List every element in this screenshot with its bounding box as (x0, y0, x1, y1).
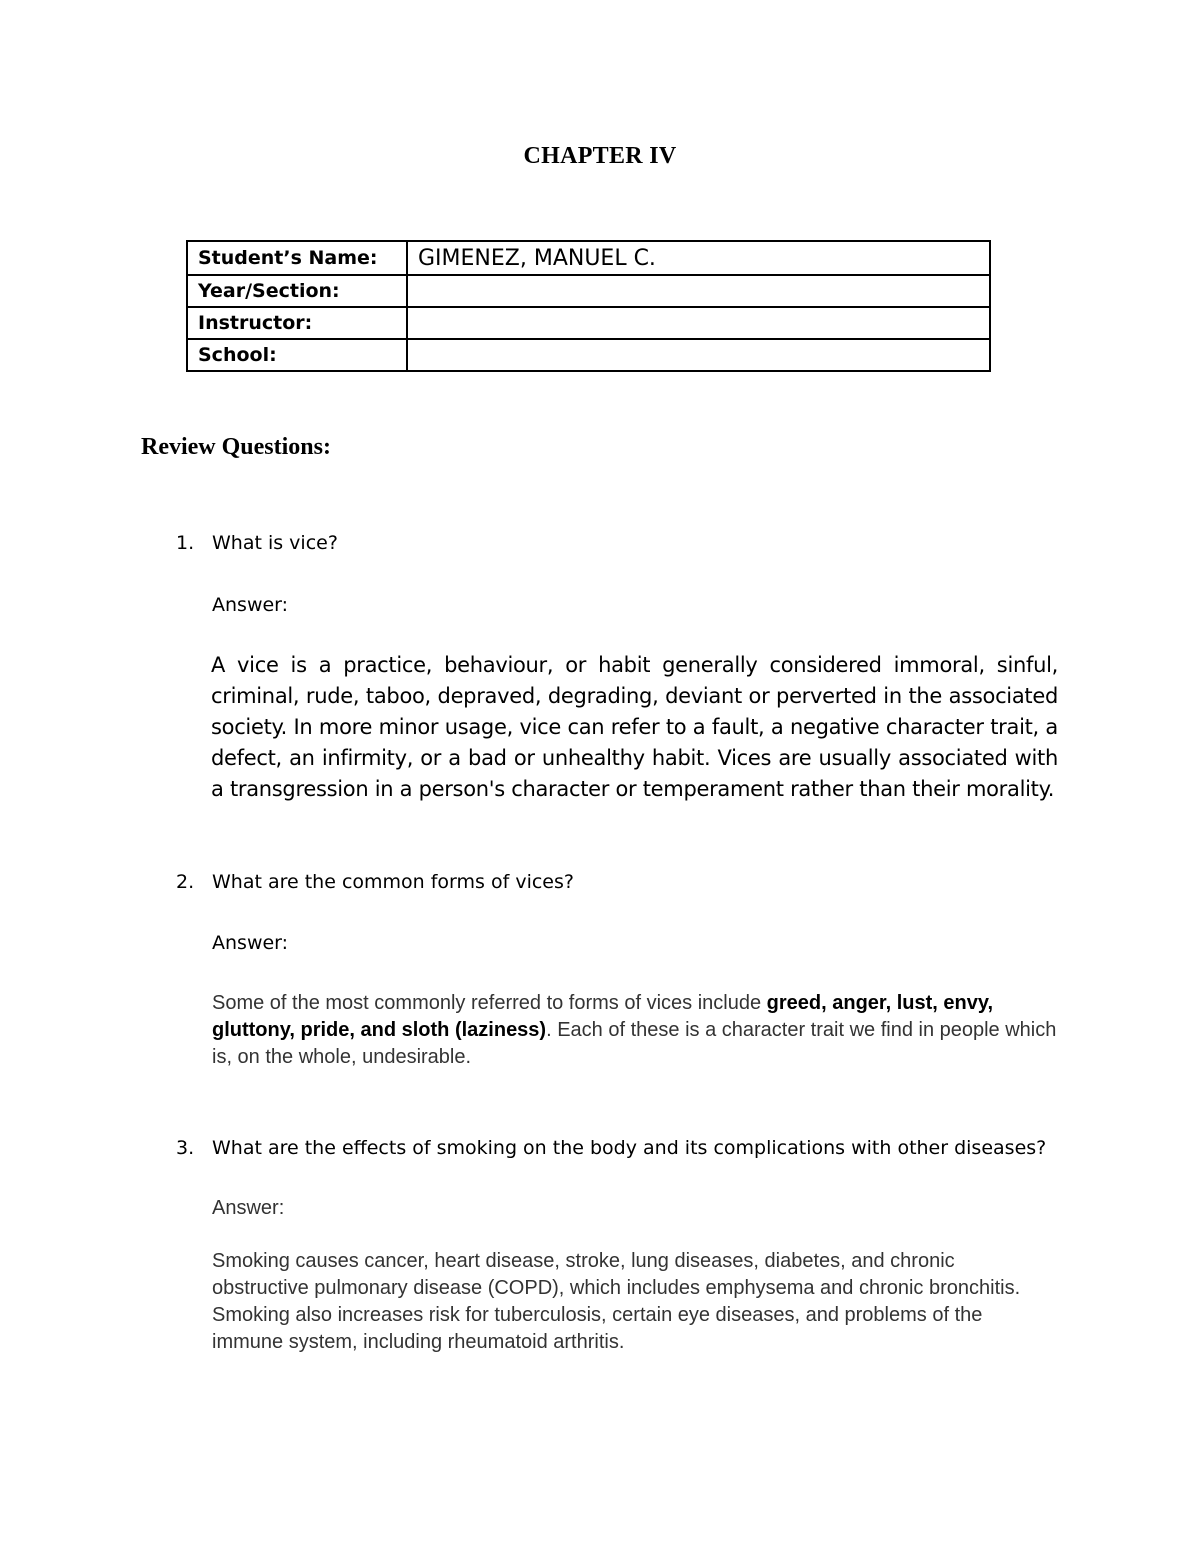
answer-2 (212, 990, 1062, 1071)
table-row (187, 307, 990, 339)
answer-2-rest: . Each of these is a character trait we find in people which is, on the whole, undesirable. (212, 1019, 1057, 1068)
school-value (407, 339, 990, 371)
question-text: What is vice? (212, 532, 338, 554)
year-section-label: Year/Section: (187, 275, 407, 307)
school-label: School: (187, 339, 407, 371)
student-name-value: GIMENEZ, MANUEL C. (407, 241, 990, 275)
year-section-value (407, 275, 990, 307)
table-row (187, 241, 990, 275)
answer-label-3: Answer: (212, 1197, 285, 1219)
answer-2-intro: Some of the most commonly referred to forms of vices include (212, 992, 767, 1014)
answer-3: Smoking causes cancer, heart disease, stroke, lung diseases, diabetes, and chronic obstructive pulmonary disease (COPD), which includes emphysema and chronic bronchitis. Smoking also increases risk for tuberculosis, certain eye diseases, and problems of the immune system, including rheumatoid arthritis. (212, 1250, 1021, 1353)
question-3 (176, 1137, 1046, 1159)
student-name-label: Student’s Name: (187, 241, 407, 275)
question-text: What are the effects of smoking on the body and its complications with other diseases? (212, 1137, 1047, 1159)
answer-1: A vice is a practice, behaviour, or habit generally considered immoral, sinful, criminal, rude, taboo, depraved, degrading, deviant or perverted in the associated society. In more minor usage, vice can refer to a fault, a negative character trait, a defect, an infirmity, or a bad or unhealthy habit. Vices are usually associated with a transgression in a person's character or temperament rather than their morality. (211, 653, 1058, 801)
instructor-label: Instructor: (187, 307, 407, 339)
answer-label-2: Answer: (212, 932, 289, 954)
table-row (187, 275, 990, 307)
student-info-table (186, 240, 991, 372)
chapter-title: CHAPTER IV (523, 143, 677, 169)
question-number: 3. (176, 1137, 195, 1159)
question-2 (176, 871, 574, 893)
review-questions-heading: Review Questions: (141, 434, 331, 460)
question-number: 1. (176, 532, 195, 554)
question-text: What are the common forms of vices? (212, 871, 574, 893)
answer-label-1: Answer: (212, 594, 289, 616)
question-1 (176, 532, 338, 554)
table-row (187, 339, 990, 371)
answer-2-vices-list: greed, anger, lust, envy, gluttony, pride, and sloth (laziness) (212, 992, 994, 1041)
instructor-value (407, 307, 990, 339)
question-number: 2. (176, 871, 195, 893)
